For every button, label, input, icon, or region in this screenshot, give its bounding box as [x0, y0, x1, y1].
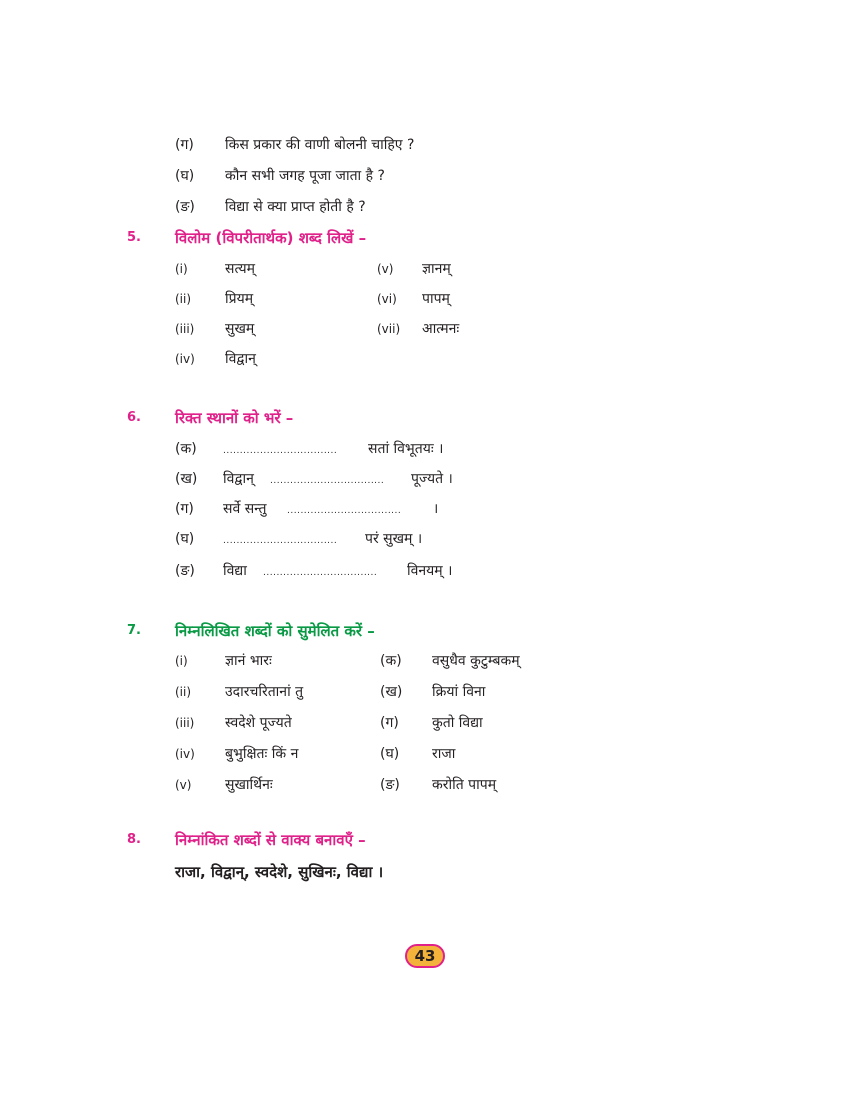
q7-number: 7. [127, 623, 141, 638]
q8-title: निम्नांकित शब्दों से वाक्य बनावएँ – [175, 831, 366, 849]
q6-title: रिक्त स्थानों को भरें – [175, 409, 294, 427]
q5-title: विलोम (विपरीतार्थक) शब्द लिखें – [175, 229, 367, 247]
q6-number: 6. [127, 410, 141, 425]
q7-title: निम्नलिखित शब्दों को सुमेलित करें – [175, 622, 375, 640]
page-number-badge [405, 944, 445, 968]
q5-number: 5. [127, 230, 141, 245]
q8-words: राजा, विद्वान्, स्वदेशे, सुखिनः, विद्या । [175, 863, 384, 881]
page-number: 43 [414, 947, 436, 965]
q8-number: 8. [127, 832, 141, 847]
